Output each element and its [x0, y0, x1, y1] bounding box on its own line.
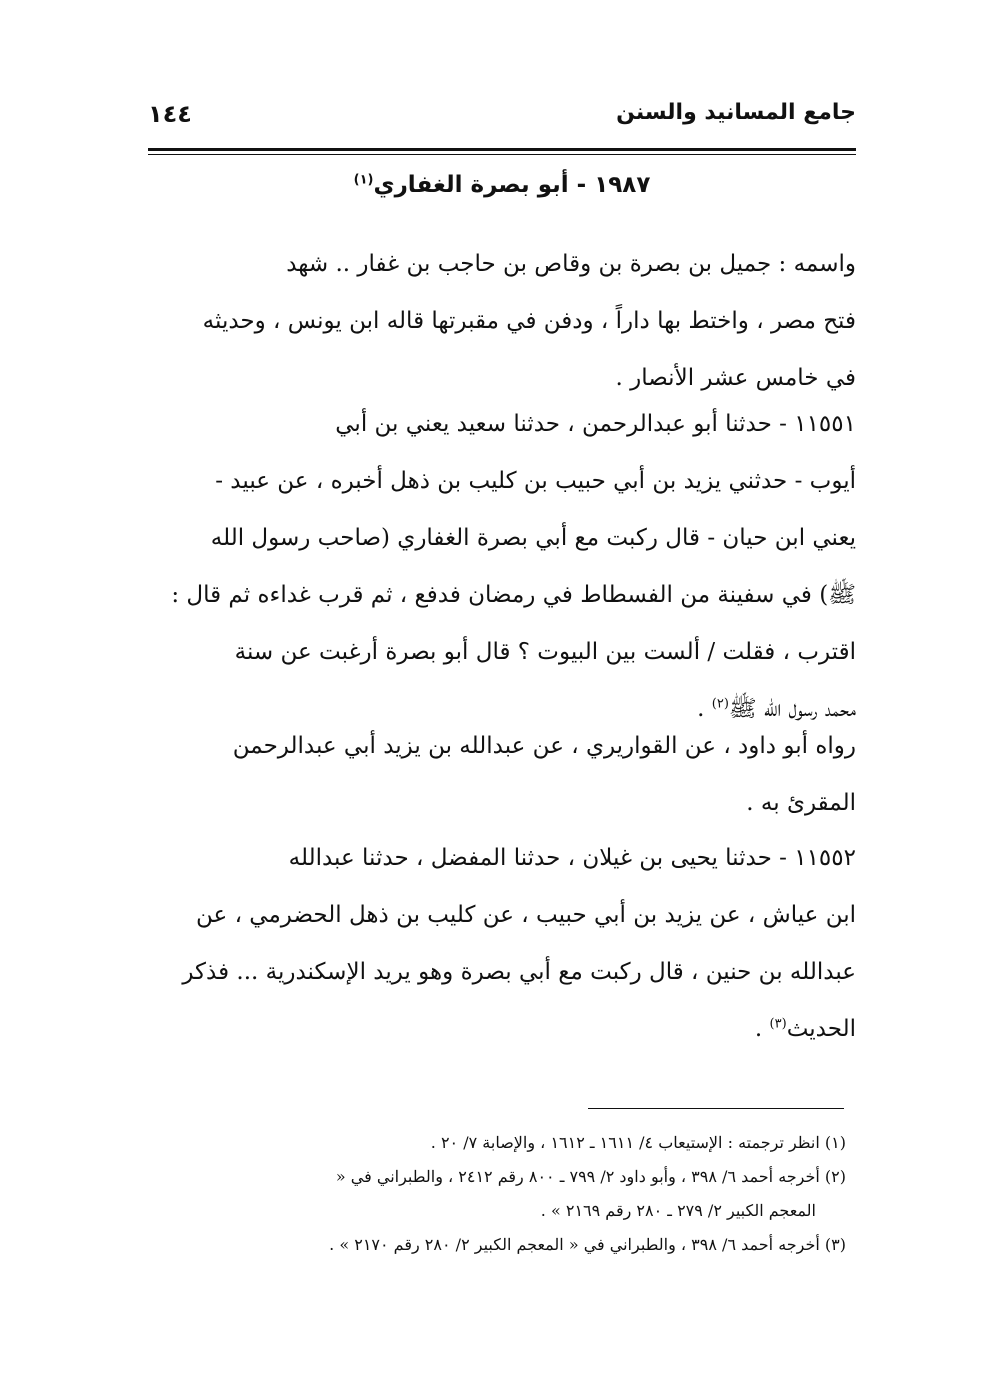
paragraph-biography	[140, 236, 856, 407]
footnote-rule	[588, 1108, 844, 1109]
page-number: ١٤٤	[148, 100, 192, 128]
text-line: رواه أبو داود ، عن القواريري ، عن عبدالله بن يزيد أبي عبدالرحمن	[232, 733, 856, 759]
footnote-3: (٣) أخرجه أحمد ٦/ ٣٩٨ ، والطبراني في « المعجم الكبير ٢/ ٢٨٠ رقم ٢١٧٠ » .	[329, 1235, 846, 1254]
header-rule-thin	[148, 154, 856, 155]
text-line: ١١٥٥١ - حدثنا أبو عبدالرحمن ، حدثنا سعيد يعني بن أبي	[335, 411, 856, 437]
paragraph-hadith-11552	[140, 830, 856, 1058]
text-line: عبدالله بن حنين ، قال ركبت مع أبي بصرة وهو يريد الإسكندرية ... فذكر	[182, 959, 856, 985]
section-heading	[148, 172, 856, 198]
footnote-2: (٢) أخرجه أحمد ٦/ ٣٩٨ ، وأبو داود ٢/ ٧٩٩ ـ ٨٠٠ رقم ٢٤١٢ ، والطبراني في «	[335, 1167, 846, 1186]
text-line: في خامس عشر الأنصار .	[615, 365, 856, 391]
text-line: ابن عياش ، عن يزيد بن أبي حبيب ، عن كليب بن ذهل الحضرمي ، عن	[196, 902, 856, 928]
footnote-marker-2: (٢)	[711, 696, 729, 712]
footnote-marker-1: (١)	[353, 172, 374, 188]
text-line: أيوب - حدثني يزيد بن أبي حبيب بن كليب بن ذهل أخبره ، عن عبيد -	[215, 468, 856, 494]
paragraph-hadith-11551	[140, 396, 856, 738]
text-line-end: .	[697, 696, 712, 722]
text-line: المقرئ به .	[746, 790, 856, 816]
text-line-content: الحديث	[786, 1016, 856, 1042]
paragraph-narration	[140, 718, 856, 832]
header-rule	[148, 148, 856, 151]
text-line-last	[140, 1001, 856, 1058]
footnote-2-continued: المعجم الكبير ٢/ ٢٧٩ ـ ٢٨٠ رقم ٢١٦٩ » .	[540, 1201, 816, 1220]
footnote-marker-3: (٣)	[769, 1016, 787, 1032]
footnotes	[120, 1126, 846, 1262]
text-line-end: .	[754, 1016, 770, 1042]
text-line: اقترب ، فقلت / ألست بين البيوت ؟ قال أبو بصرة أرغبت عن سنة	[234, 639, 856, 665]
text-line: ﷺ) في سفينة من الفسطاط في رمضان فدفع ، ثم قرب غداءه ثم قال :	[171, 582, 856, 608]
text-line: واسمه : جميل بن بصرة بن وقاص بن حاجب بن غفار .. شهد	[286, 251, 856, 277]
text-line: ١١٥٥٢ - حدثنا يحيى بن غيلان ، حدثنا المفضل ، حدثنا عبدالله	[288, 845, 856, 871]
section-heading-text: ١٩٨٧ - أبو بصرة الغفاري	[373, 172, 651, 198]
page-header	[148, 100, 856, 140]
text-line-content: محمد رسول الله ﷺ	[728, 696, 856, 722]
footnote-1: (١) انظر ترجمته : الإستيعاب ٤/ ١٦١١ ـ ١٦١٢ ، والإصابة ٧/ ٢٠ .	[430, 1133, 846, 1152]
book-title: جامع المسانيد والسنن	[616, 100, 856, 125]
text-line: يعني ابن حيان - قال ركبت مع أبي بصرة الغفاري (صاحب رسول الله	[210, 525, 856, 551]
text-line: فتح مصر ، واختط بها داراً ، ودفن في مقبرتها قاله ابن يونس ، وحديثه	[202, 308, 856, 334]
